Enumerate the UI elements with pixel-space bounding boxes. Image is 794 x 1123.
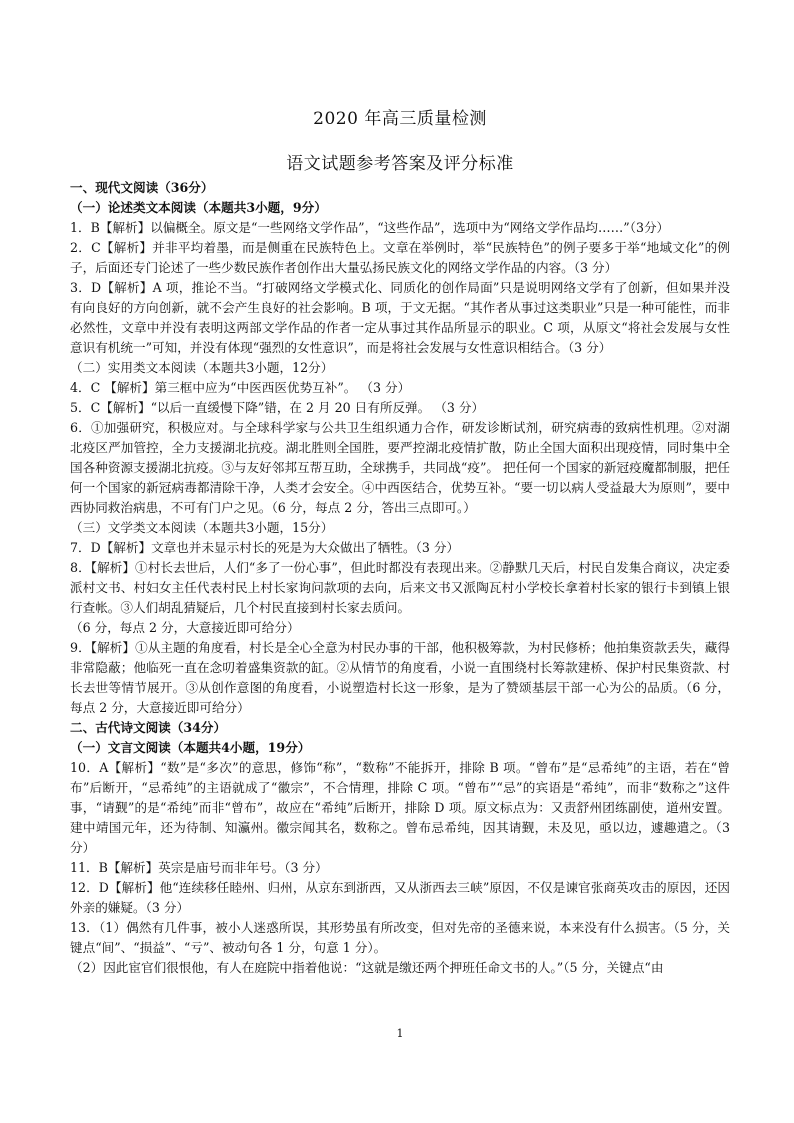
section-heading: （一）文言文阅读（本题共4小题，19分）: [70, 740, 311, 755]
answer-paragraph: 11．B【解析】英宗是庙号而非年号。（3 分）: [70, 860, 328, 875]
answer-paragraph: 1．B【解析】以偏概全。原文是“一些网络文学作品”，“这些作品”，选项中为“网络文学作品均……”（3分）: [70, 220, 670, 235]
answer-paragraph: 3．D【解析】A 项，推论不当。“打破网络文学模式化、同质化的创作局面”只是说明网络文学有了创新，但如果并没有向良好的方向创新，就不会产生良好的社会影响。B 项，于文无据。“其作者从事过这类职业”只是一种可能性，而非必然性，文章中并没有表明这两部文学作品的作者一定从事过其作品所显示的职业。C 项，从原文“将社会发展与女性意识有机统一”可知，并没有体现“强烈的女性意识”，而是将社会发展与女性意识相结合。（3 分）: [70, 280, 730, 355]
answer-paragraph: 9．【解析】①从主题的角度看，村长是全心全意为村民办事的干部，他积极筹款，为村民修桥；他拍集资款丢失，藏得非常隐蔽；他临死一直在念叨着盛集资款的缸。②从情节的角度看，小说一直围绕村长筹款建桥、保护村民集资款、村长去世等情节展开。③从创作意图的角度看，小说塑造村长这一形象，是为了赞颂基层干部一心为公的品质。（6 分，每点 2 分，大意接近即可给分）: [70, 640, 730, 715]
answer-paragraph: 2．C【解析】并非平均着墨，而是侧重在民族特色上。文章在举例时，举“民族特色”的例子要多于举“地域文化”的例子，后面还专门论述了一些少数民族作者创作出大量弘扬民族文化的网络文学作品的内容。（3 分）: [70, 240, 730, 275]
answer-paragraph: 7．D【解析】文章也并未显示村长的死是为大众做出了牺牲。（3 分）: [70, 540, 460, 555]
section-heading: 一、现代文阅读（36分）: [70, 180, 214, 195]
answer-paragraph: 5．C【解析】“以后一直缓慢下降”错，在 2 月 20 日有所反弹。 （3 分）: [70, 400, 485, 415]
document-subtitle: 语文试题参考答案及评分标准: [286, 154, 514, 174]
answer-paragraph: 4．C 【解析】第三框中应为“中医西医优势互补”。 （3 分）: [70, 380, 411, 395]
section-heading: （一）论述类文本阅读（本题共3小题，9分）: [70, 200, 327, 215]
document-body: [70, 178, 730, 978]
answer-paragraph: （三）文学类文本阅读（本题共3小题，15分）: [70, 520, 334, 535]
answer-paragraph: （2）因此宦官们很恨他，有人在庭院中指着他说：“这就是缴还两个押班任命文书的人。”（5 分，关键点“由: [70, 960, 664, 975]
answer-paragraph: 12．D【解析】他“连续移任睦州、归州，从京东到浙西，又从浙西去三峡”原因，不仅是谏官张商英攻击的原因，还因外亲的嫌疑。（3 分）: [70, 880, 730, 915]
answer-paragraph: （二）实用类文本阅读（本题共3小题，12分）: [70, 360, 334, 375]
answer-paragraph: （6 分，每点 2 分，大意接近即可给分）: [70, 620, 300, 635]
document-title: 2020 年高三质量检测: [313, 109, 487, 129]
section-heading: 二、古代诗文阅读（34分）: [70, 720, 227, 735]
answer-paragraph: 13．（1）偶然有几件事，被小人迷惑所误，其形势虽有所改变，但对先帝的圣德来说，本来没有什么损害。（5 分，关键点“间”、“损益”、“亏”、被动句各 1 分，句意 1 分）。: [70, 920, 730, 955]
answer-paragraph: 8．【解析】①村长去世后，人们“多了一份心事”，但此时都没有表现出来。②静默几天后，村民自发集合商议，决定委派村文书、村妇女主任代表村民上村长家询问款项的去向，后来文书又派陶瓦村小学校长拿着村长家的银行卡到镇上银行查帐。③人们胡乱猜疑后，几个村民直接到村长家去质问。: [70, 560, 730, 615]
answer-paragraph: 6．①加强研究，积极应对。与全球科学家与公共卫生组织通力合作，研发诊断试剂，研究病毒的致病性机理。②对湖北疫区严加管控，全力支援湖北抗疫。湖北胜则全国胜，要严控湖北疫情扩散，防止全国大面积出现疫情，同时集中全国各种资源支援湖北抗疫。③与友好邻邦互帮互助，全球携手，共同战“疫”。 把任何一个国家的新冠疫魔都制服，把任何一个国家的新冠病毒都清除干净，人类才会安全。④中西医结合，优势互补。“要一切以病人受益最大为原则”，要中西协同救治病患，不可有门户之见。（6 分，每点 2 分，答出三点即可。）: [70, 420, 730, 515]
answer-paragraph: 10．A【解析】“数”是“多次”的意思，修饰“称”，“数称”不能拆开，排除 B 项。“曾布”是“忌希纯”的主语，若在“曾布”后断开，“忌希纯”的主语就成了“徽宗”，不合情理，排除 C 项。“曾布”“忌”的宾语是“希纯”，而非“数称之”这件事，“请觐”的是“希纯”而非“曾布”，故应在“希纯”后断开，排除 D 项。原文标点为：又责舒州团练副使，道州安置。建中靖国元年，还为待制、知瀛州。徽宗闻其名，数称之。曾布忌希纯，因其请觐，未及见，亟以边，遽趣遣之。（3 分）: [70, 760, 730, 855]
page-number: 1: [396, 1027, 404, 1040]
